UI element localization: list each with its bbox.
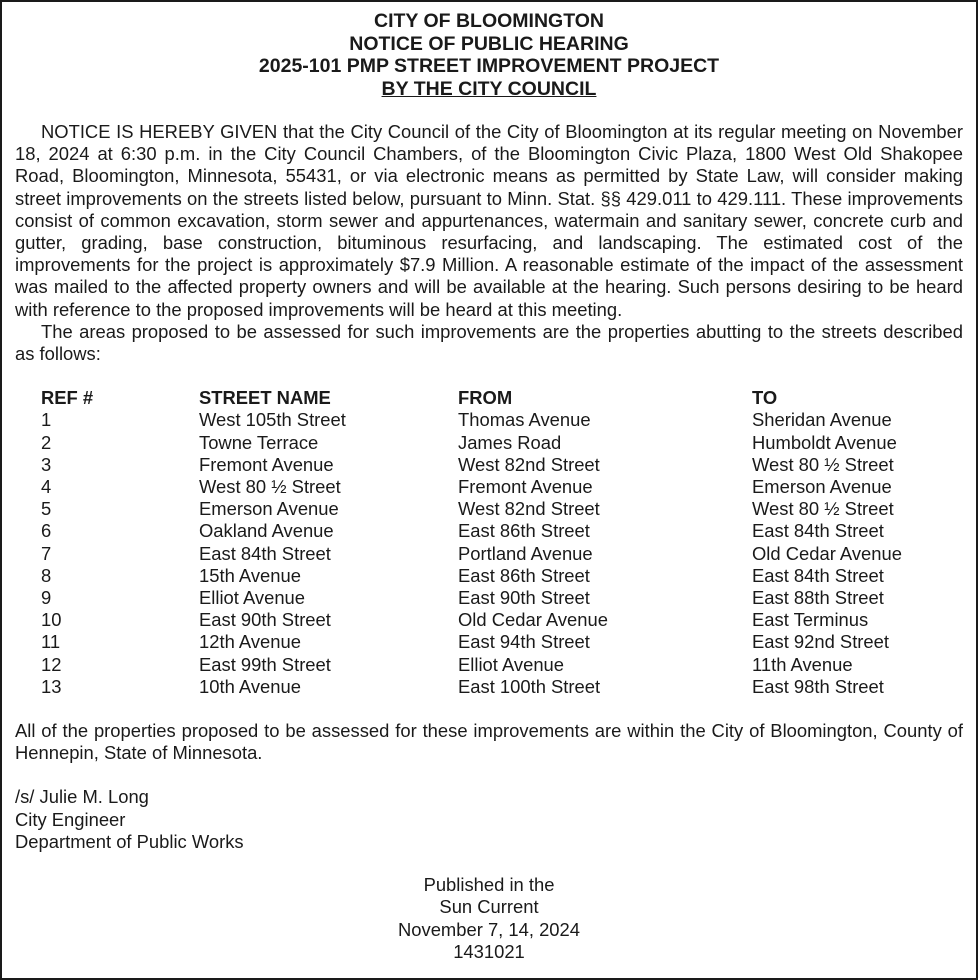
to-cell: East 84th Street [752, 564, 884, 586]
to-cell: East 98th Street [752, 675, 884, 697]
table-row [41, 409, 966, 431]
ref-cell: 2 [41, 431, 52, 453]
header-from: FROM [458, 387, 513, 409]
from-cell: James Road [458, 431, 562, 453]
ref-cell: 7 [41, 542, 52, 564]
table-row [41, 676, 966, 698]
publication-block [15, 874, 963, 963]
signature-name: /s/ Julie M. Long [15, 786, 149, 808]
street-cell: Oakland Avenue [199, 520, 334, 542]
to-cell: East 92nd Street [752, 631, 889, 653]
title-notice-type: NOTICE OF PUBLIC HEARING [349, 32, 629, 55]
streets-table [41, 387, 966, 698]
street-cell: Elliot Avenue [199, 587, 305, 609]
from-cell: East 86th Street [458, 520, 590, 542]
title-project: 2025-101 PMP STREET IMPROVEMENT PROJECT [258, 55, 720, 77]
street-cell: West 80 ½ Street [199, 476, 341, 498]
header-street-name: STREET NAME [199, 387, 331, 409]
street-cell: East 90th Street [199, 609, 331, 631]
street-cell: East 84th Street [199, 542, 331, 564]
street-cell: Towne Terrace [199, 431, 319, 453]
from-cell: Thomas Avenue [458, 409, 591, 431]
table-header-row [41, 387, 966, 409]
closing-paragraph: All of the properties proposed to be assessed for these improvements are within the City of Bloomington, County of Hennepin, State of Minnesota. [15, 720, 963, 764]
header-to: TO [752, 387, 778, 409]
to-cell: Old Cedar Avenue [752, 542, 902, 564]
table-row [41, 520, 966, 542]
from-cell: West 82nd Street [458, 498, 600, 520]
to-cell: Sheridan Avenue [752, 409, 892, 431]
ref-cell: 12 [41, 653, 62, 675]
ref-cell: 6 [41, 520, 52, 542]
to-cell: Humboldt Avenue [752, 431, 897, 453]
table-row [41, 609, 966, 631]
header-ref: REF # [41, 387, 94, 409]
table-row [41, 543, 966, 565]
from-cell: Elliot Avenue [458, 653, 564, 675]
ref-cell: 1 [41, 409, 52, 431]
notice-paragraph: NOTICE IS HEREBY GIVEN that the City Council of the City of Bloomington at its regular meeting on November 18, 2024 at 6:30 p.m. in the City Council Chambers, of the Bloomington Civic Plaza, 1800 West Old Shakopee Road, Bloomington, Minnesota, 55431, or via electronic means as permitted by State Law, will consider making street improvements on the streets listed below, pursuant to Minn. Stat. §§ 429.011 to 429.111. These improvements consist of common excavation, storm sewer and appurtenances, watermain and sanitary sewer, concrete curb and gutter, grading, base construction, bituminous resurfacing, and landscaping. The estimated cost of the improvements for the project is approximately $7.9 Million. A reasonable estimate of the impact of the assessment was mailed to the affected property owners and will be available at the hearing. Such persons desiring to be heard with reference to the proposed improvements will be heard at this meeting. [15, 121, 963, 320]
table-row [41, 631, 966, 653]
table-row [41, 454, 966, 476]
to-cell: East Terminus [752, 609, 869, 631]
street-cell: 12th Avenue [199, 631, 301, 653]
street-cell: West 105th Street [199, 409, 346, 431]
ref-cell: 9 [41, 587, 52, 609]
ref-cell: 4 [41, 476, 52, 498]
from-cell: East 100th Street [458, 675, 601, 697]
ref-cell: 13 [41, 675, 62, 697]
to-cell: East 88th Street [752, 587, 884, 609]
publication-line: Published in the [423, 874, 555, 896]
from-cell: Portland Avenue [458, 542, 593, 564]
from-cell: East 94th Street [458, 631, 590, 653]
to-cell: West 80 ½ Street [752, 453, 894, 475]
table-row [41, 498, 966, 520]
assessment-paragraph: The areas proposed to be assessed for such improvements are the properties abutting to the streets described as follows: [15, 320, 963, 365]
to-cell: East 84th Street [752, 520, 884, 542]
street-cell: East 99th Street [199, 653, 331, 675]
from-cell: Old Cedar Avenue [458, 609, 608, 631]
ref-cell: 8 [41, 564, 52, 586]
table-row [41, 476, 966, 498]
signature-department: Department of Public Works [15, 830, 244, 852]
signature-title: City Engineer [15, 808, 126, 830]
ref-cell: 3 [41, 453, 52, 475]
to-cell: 11th Avenue [752, 653, 853, 675]
street-cell: Fremont Avenue [199, 453, 334, 475]
signature-block [15, 786, 963, 853]
ref-cell: 5 [41, 498, 52, 520]
publication-dates: November 7, 14, 2024 [398, 918, 580, 940]
from-cell: Fremont Avenue [458, 476, 593, 498]
table-row [41, 654, 966, 676]
title-authority: BY THE CITY COUNCIL [381, 77, 597, 100]
to-cell: Emerson Avenue [752, 476, 892, 498]
table-row [41, 587, 966, 609]
table-row [41, 432, 966, 454]
title-city: CITY OF BLOOMINGTON [373, 10, 605, 32]
to-cell: West 80 ½ Street [752, 498, 894, 520]
publication-id: 1431021 [453, 940, 525, 962]
from-cell: West 82nd Street [458, 453, 600, 475]
notice-title [15, 10, 963, 100]
street-cell: Emerson Avenue [199, 498, 339, 520]
from-cell: East 86th Street [458, 564, 590, 586]
publication-newspaper: Sun Current [439, 896, 539, 918]
ref-cell: 11 [41, 631, 61, 653]
street-cell: 15th Avenue [199, 564, 301, 586]
from-cell: East 90th Street [458, 587, 590, 609]
ref-cell: 10 [41, 609, 62, 631]
table-row [41, 565, 966, 587]
street-cell: 10th Avenue [199, 675, 301, 697]
